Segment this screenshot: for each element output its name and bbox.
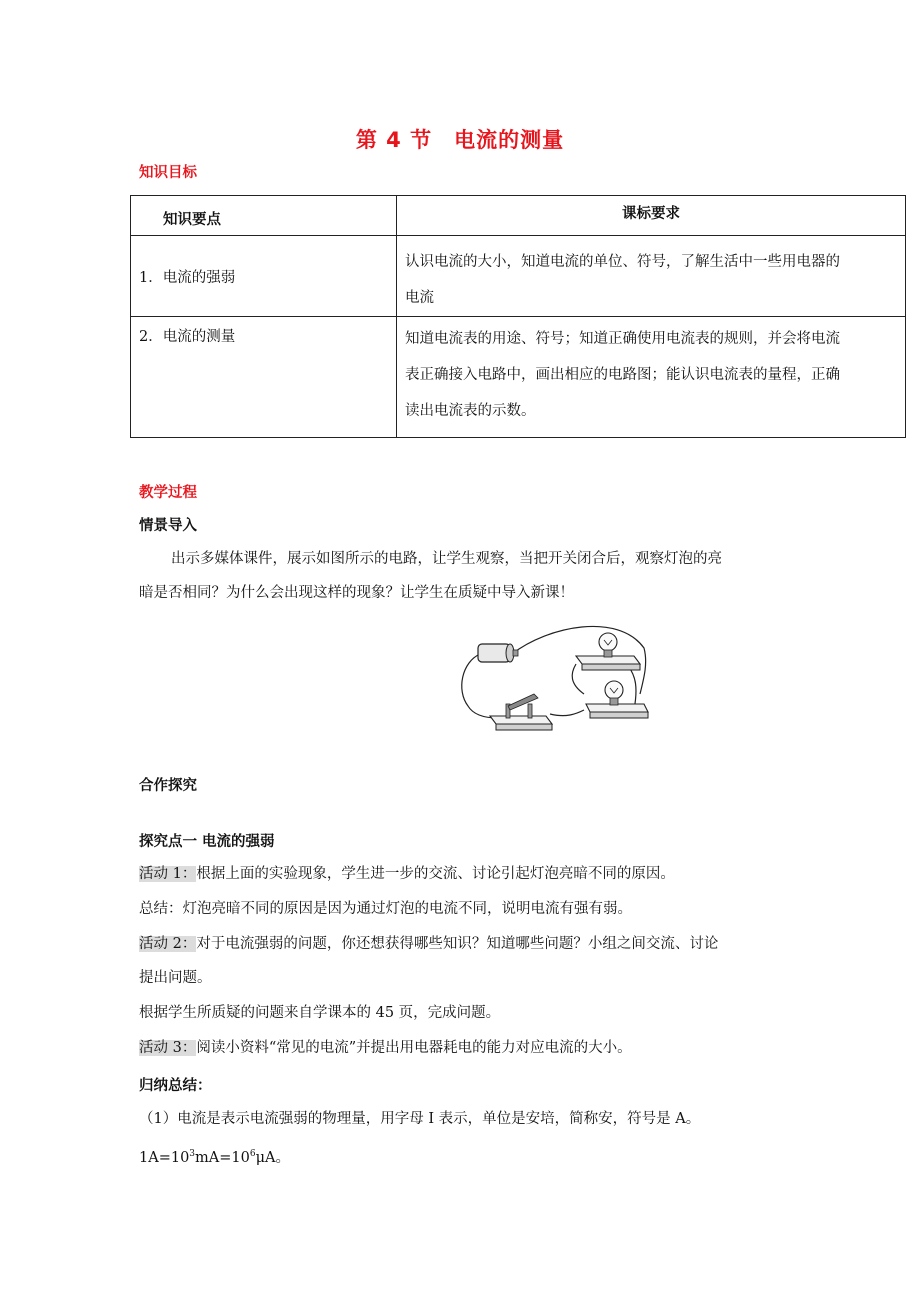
header-knowledge-points: 知识要点 — [131, 196, 397, 236]
self-study-text: 根据学生所质疑的问题来自学课本的 45 页，完成问题。 — [139, 1005, 501, 1021]
table-header-row — [131, 196, 906, 236]
row1-requirement: 认识电流的大小，知道电流的单位、符号，了解生活中一些用电器的 电流 — [397, 236, 906, 317]
wire-middle — [550, 710, 584, 716]
knowledge-table — [130, 195, 906, 438]
intro-heading: 情景导入 — [139, 518, 197, 534]
knowledge-goal-heading: 知识目标 — [139, 165, 197, 181]
circuit-diagram — [458, 618, 650, 740]
activity-1-label: 活动 1： — [139, 866, 197, 882]
wire-right — [628, 666, 636, 710]
activity-1-text: 根据上面的实验现象，学生进一步的交流、讨论引起灯泡亮暗不同的原因。 — [196, 866, 675, 882]
cooperation-heading: 合作探究 — [139, 778, 197, 794]
conclusion-heading: 归纳总结： — [139, 1078, 212, 1094]
exploration-point-1-heading: 探究点一 电流的强弱 — [139, 834, 275, 850]
intro-line-1: 出示多媒体课件，展示如图所示的电路，让学生观察，当把开关闭合后，观察灯泡的亮 — [171, 551, 722, 567]
table-row — [131, 236, 906, 317]
activity-2-label: 活动 2： — [139, 936, 197, 952]
header-curriculum-requirements: 课标要求 — [397, 196, 906, 236]
activity-3-label: 活动 3： — [139, 1040, 197, 1056]
switch-icon — [490, 694, 552, 730]
row2-point: 2．电流的测量 — [131, 317, 397, 438]
table-row — [131, 317, 906, 438]
unit-conversion: $1A=10^3mA=10^6\mu A$。 — [139, 1149, 290, 1166]
page-title: 第 4 节 电流的测量 — [355, 128, 565, 152]
wire-left — [462, 654, 498, 718]
intro-line-2: 暗是否相同？为什么会出现这样的现象？让学生在质疑中导入新课！ — [139, 585, 574, 601]
row1-point: 1．电流的强弱 — [131, 236, 397, 317]
activity-2-continuation: 提出问题。 — [139, 970, 212, 986]
battery-icon — [478, 644, 518, 662]
activity-1 — [139, 864, 675, 884]
activity-3 — [139, 1038, 632, 1058]
row2-requirement: 知道电流表的用途、符号；知道正确使用电流表的规则，并会将电流 表正确接入电路中，画出相应的电路图；能认识电流表的量程，正确 读出电流表的示数。 — [397, 317, 906, 438]
teaching-process-heading: 教学过程 — [139, 485, 197, 501]
lamp-upper-icon — [576, 633, 640, 670]
summary-1: 总结：灯泡亮暗不同的原因是因为通过灯泡的电流不同，说明电流有强有弱。 — [139, 901, 632, 917]
conclusion-1: （1）电流是表示电流强弱的物理量，用字母 I 表示，单位是安培，简称安，符号是 A。 — [139, 1111, 701, 1127]
lamp-lower-icon — [586, 681, 648, 718]
activity-2-text: 对于电流强弱的问题，你还想获得哪些知识？知道哪些问题？小组之间交流、讨论 — [196, 936, 719, 952]
activity-3-text: 阅读小资料“常见的电流”并提出用电器耗电的能力对应电流的大小。 — [196, 1040, 632, 1056]
activity-2 — [139, 934, 718, 954]
